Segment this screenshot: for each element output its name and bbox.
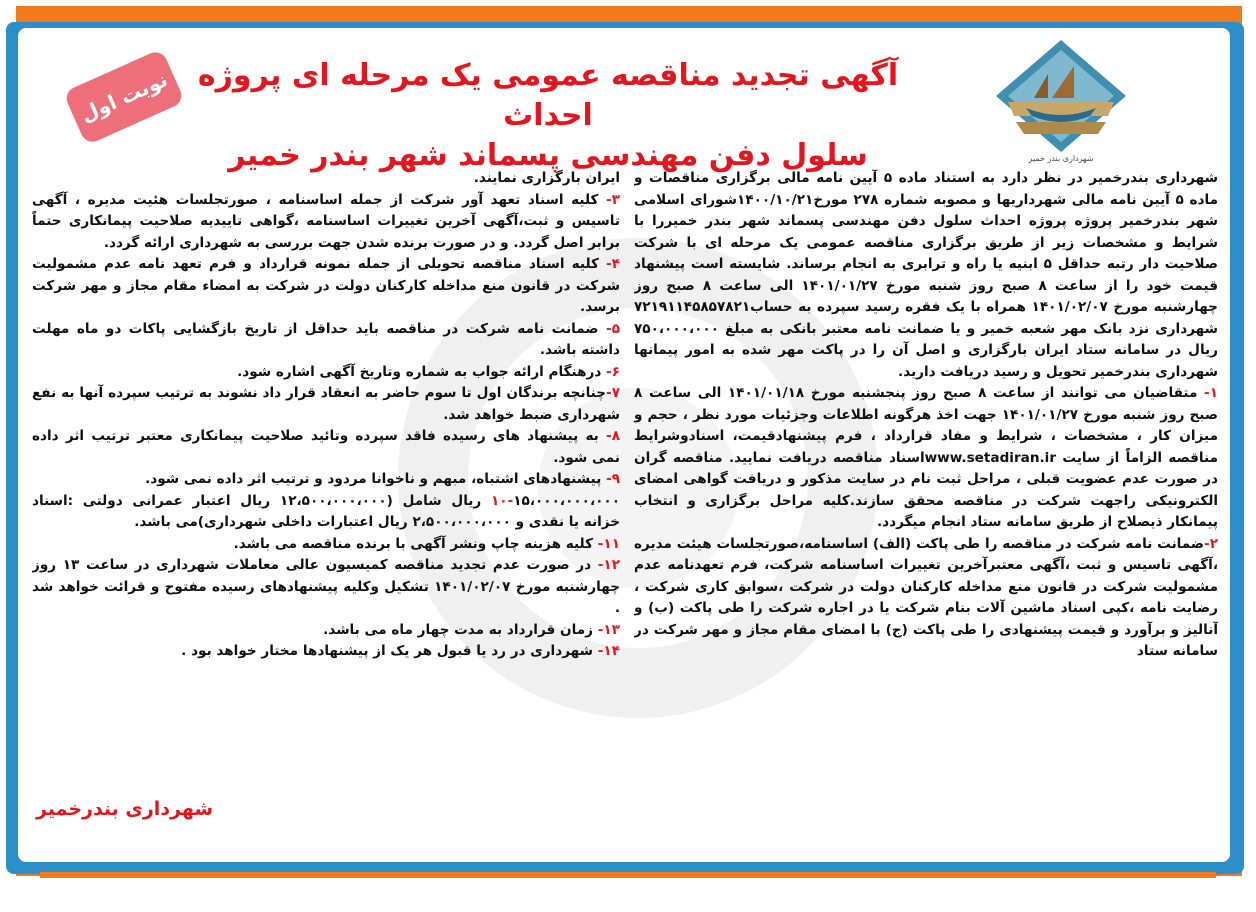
item-12 [32, 555, 620, 620]
advertisement-paper [18, 28, 1230, 862]
item-9-text: پیشنهادهای اشتباه، مبهم و ناخوانا مردود و ترتیب اثر داده نمی شود. [145, 471, 607, 487]
signature: شهرداری بندرخمیر [36, 798, 214, 820]
item-8-text: به پیشنهاد های رسیده فاقد سپرده وتائید صلاحیت پیمانکاری معتبر ترتیب اثر داده نمی شود. [32, 428, 620, 466]
item-6 [32, 362, 620, 384]
item-4-text: کلیه اسناد مناقصه تحویلی از جمله نمونه قرارداد و فرم تعهد نامه عدم مشمولیت شرکت در قانون منع مداخله کارکنان دولت در شرکت به امضاء مقام مجاز و مهر شرکت برسد. [32, 256, 620, 315]
item-13-text: زمان قرارداد به مدت چهار ماه می باشد. [323, 621, 598, 638]
item-14-text: شهرداری در رد یا قبول هر یک از پیشنهادها مختار خواهد بود . [181, 643, 598, 659]
item-13-number: ۱۳- [597, 621, 620, 638]
item-8 [32, 426, 620, 469]
item-13 [32, 620, 620, 642]
item-6-text: درهنگام ارائه جواب به شماره وتاریخ آگهی اشاره شود. [237, 363, 607, 380]
item-11-text: کلیه هزینه چاپ ونشر آگهی با برنده مناقصه می باشد. [233, 535, 598, 552]
item-2 [634, 534, 1218, 663]
item-5 [32, 319, 620, 362]
title-line-2: سلول دفن مهندسی پسماند شهر بندر خمیر [228, 138, 868, 173]
bottom-orange-strip [40, 872, 1216, 878]
item-7 [32, 383, 620, 426]
item-12-number: ۱۲- [597, 557, 620, 573]
item-3-text: کلیه اسناد تعهد آور شرکت از جمله اساسنامه ، صورتجلسات هئیت مدیره ، آگهی تاسیس و ثبت،آگهی آخرین تغییرات اساسنامه ،گواهی تاییدیه صلاحیت پیمانکاری حتماً برابر اصل گردد. و در صورت برنده شدن جهت بررسی به شهرداری ارائه گردد. [32, 191, 620, 251]
item-1-number: ۱- [1204, 385, 1218, 401]
item-4 [32, 254, 620, 319]
first-publication-badge: نوبت اول [63, 49, 185, 146]
item-2-continuation: ایران بارگزاری نمایند. [473, 170, 620, 186]
item-7-text: چنانچه برندگان اول تا سوم حاضر به انعقاد قرار داد نشوند به ترتیب سپرده آنها به نفع شهرداری ضبط خواهد شد. [32, 385, 620, 423]
item-11-number: ۱۱- [597, 535, 620, 552]
item-10-number: ۱۰- [491, 492, 514, 509]
item-1-text: متقاضیان می توانند از ساعت ۸ صبح روز پنجشنبه مورخ ۱۴۰۱/۰۱/۱۸ الی ساعت ۸ صبح روز شنبه مورخ ۱۴۰۱/۰۱/۲۷ جهت اخذ هرگونه اطلاعات وجزئیات مورد نظر ، حجم و میزان کار ، مشخصات ، شرایط و مفاد قرارداد ، فرم پیشنهادقیمت، اسنادوشرایط مناقصه الزاماً از سایت www.setadiran.irاسناد مناقصه دریافت نمایید. مناقصه گران در صورت عدم عضویت قبلی ، مراحل ثبت نام در سایت مذکور و دریافت گواهی امضای الکترونیکی راجهت شرکت در مناقصه محقق سازند.کلیه مراحل برگزاری و انتخاب پیمانکار ذیصلاح از طریق سامانه ستاد انجام میگردد. [634, 385, 1218, 530]
left-column [32, 168, 620, 858]
logo-caption: شهرداری بندر خمیر [1028, 154, 1094, 163]
item-10 [32, 491, 620, 534]
item-10-text: ۱۵،۰۰۰،۰۰۰،۰۰۰ ریال شامل (۱۲،۵۰۰،۰۰۰،۰۰۰ ریال اعتبار عمرانی دولتی :اسناد خزانه یا نقدی و ۲،۵۰۰،۰۰۰،۰۰۰ ریال اعتبارات داخلی شهرداری)می باشد. [32, 492, 620, 530]
item-3-number: ۳- [606, 191, 620, 208]
item-9-number: ۹- [606, 471, 620, 487]
item-9 [32, 469, 620, 491]
item-3 [32, 190, 620, 255]
municipality-logo-icon [986, 36, 1136, 160]
item-7-number: ۷- [606, 385, 620, 401]
item-4-number: ۴- [606, 256, 620, 272]
right-column [634, 168, 1218, 858]
item-11 [32, 534, 620, 556]
item-6-number: ۶- [606, 363, 620, 380]
title-line-1: آگهی تجدید مناقصه عمومی یک مرحله ای پروژه احداث [197, 58, 899, 133]
item-2-text: ضمانت نامه شرکت در مناقصه را طی پاکت (الف) اساسنامه،صورتجلسات هیئت مدیره ،آگهی تاسیس و ثبت ،آگهی معتبرآخرین تغییرات اساسنامه شرکت، فرم تعهدنامه عدم مشمولیت شرکت در قانون منع مداخله کارکنان دولت در شرکت ،سوابق کاری شرکت ، رضایت نامه ،کپی اسناد ماشین آلات بنام شرکت یا در اجاره شرکت را طی پاکت (ب) و آنالیز و برآورد و قیمت پیشنهادی را طی پاکت (ج) با امضای مقام مجاز و مهر شرکت در سامانه ستاد [634, 535, 1218, 659]
item-2-number: ۲- [1204, 535, 1218, 552]
intro-paragraph: شهرداری بندرخمیر در نظر دارد به استناد ماده ۵ آیین نامه مالی برگزاری مناقصات و ماده ۵ آیین نامه مالی شهرداریها و مصوبه شماره ۲۷۸ مورخ۱۴۰۰/۱۰/۲۱شورای اسلامی شهر بندرخمیر پروژه پروژه احداث سلول دفن مهندسی پسماند شهر بندر خمیررا با شرایط و مشخصات زیر از طریق برگزاری مناقصه عمومی یک مرحله ای با شرکت صلاحیت دار رتبه حداقل ۵ ابنیه یا راه و ترابری به انجام برساند. شایسته است پیشنهاد قیمت خود را از ساعت ۸ صبح روز شنبه مورخ ۱۴۰۱/۰۱/۲۷ الی ساعت ۸ صبح روز چهارشنبه مورخ ۱۴۰۱/۰۲/۰۷ همراه با یک فقره رسید سپرده به حساب۷۲۱۹۱۱۴۵۸۵۷۸۲۱ شهرداری نزد بانک مهر شعبه خمیر و یا ضمانت نامه معتبر بانکی به مبلغ ۷۵۰،۰۰۰،۰۰۰ ریال در سامانه ستاد ایران بارگزاری و اصل آن را در پاکت مهر شده به امور پیمانها شهرداری بندرخمیر تحویل و رسید دریافت دارید. [634, 170, 1218, 380]
item-8-number: ۸- [606, 428, 620, 444]
item-1 [634, 383, 1218, 534]
page-title [168, 56, 928, 176]
item-14 [32, 641, 620, 663]
item-14-number: ۱۴- [597, 643, 620, 659]
item-5-number: ۵- [606, 320, 620, 337]
item-5-text: ضمانت نامه شرکت در مناقصه باید حداقل از تاریخ بازگشایی پاکات دو ماه مهلت داشته باشد. [32, 320, 620, 358]
item-12-text: در صورت عدم تجدید مناقصه کمیسیون عالی معاملات شهرداری در ساعت ۱۳ روز چهارشنبه مورخ ۱۴۰۱/۰۲/۰۷ تشکیل وکلیه پیشنهادهای رسیده مفتوح و قرائت خواهد شد . [32, 557, 620, 616]
